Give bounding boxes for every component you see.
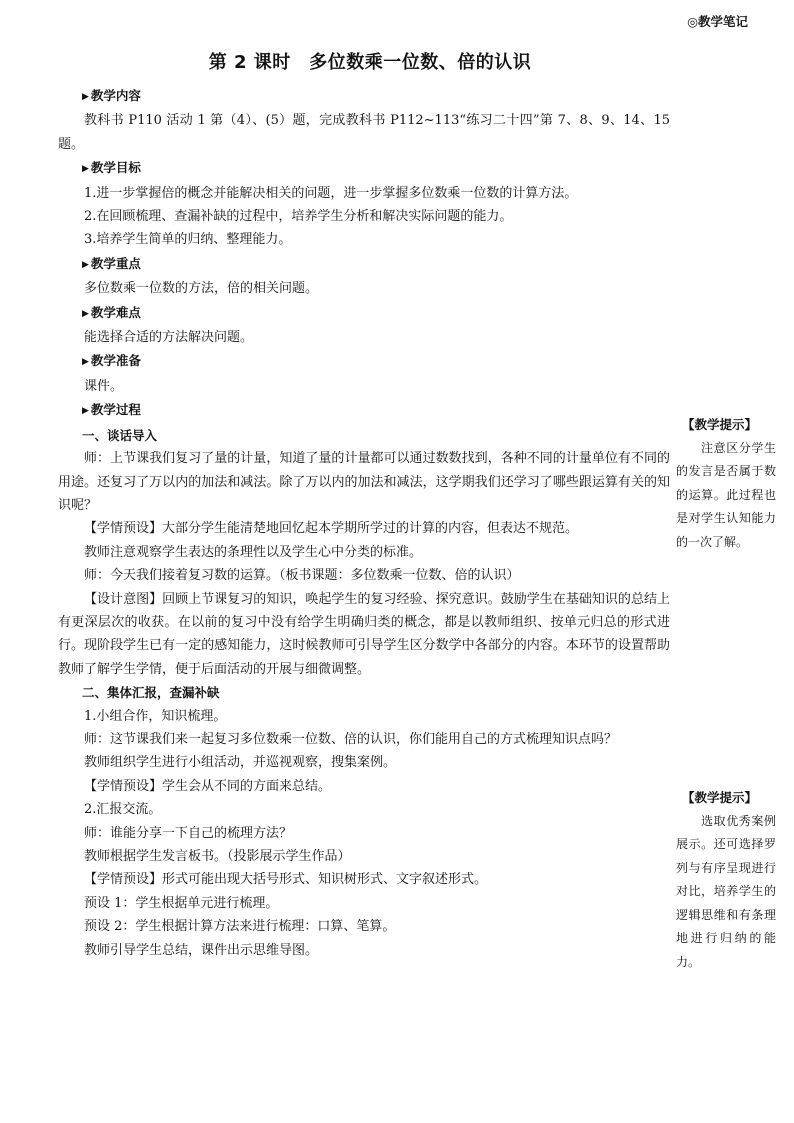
paragraph: 【学情预设】学生会从不同的方面来总结。 [84,778,332,794]
paragraph: 教师根据学生发言板书。（投影展示学生作品） [84,849,351,864]
paragraph: 1.小组合作，知识梳理。 [84,708,227,724]
tip-heading: 【教学提示】 [682,790,758,805]
teaching-tip-2 [676,786,776,974]
triangle-bullet-icon: ▶ [82,406,89,417]
tip-text: 选取优秀案例展示。还可选择罗列与有序呈现进行对比，培养学生的逻辑思维和有条理地进行归纳的能力。 [676,813,776,969]
triangle-bullet-icon: ▶ [82,164,89,175]
section-heading-difficulty: ▶ 教学难点 [58,301,670,326]
prep-text: 课件。 [84,378,124,394]
paragraph: 师：今天我们接着复习数的运算。（板书课题：多位数乘一位数、倍的认识） [84,568,520,584]
paragraph: 教师组织学生进行小组活动，并巡视观察，搜集案例。 [84,755,397,771]
teaching-notes-label: ◎教学笔记 [687,14,748,29]
triangle-bullet-icon: ▶ [82,259,89,270]
lesson-body [58,84,670,962]
section-heading-prep: ▶ 教学准备 [58,349,670,374]
lesson-title: 第 2 课时 多位数乘一位数、倍的认识 [208,52,532,73]
content-text: 教科书 P110 活动 1 第（4）、(5）题，完成教科书 P112~113“练习二十四”第 7、8、9、14、15 题。 [58,113,670,152]
difficulty-text: 能选择合适的方法解决问题。 [84,330,254,346]
paragraph: 教师引导学生总结，课件出示思维导图。 [84,942,319,958]
goal-item: 3.培养学生简单的归纳、整理能力。 [84,232,292,248]
section-heading-process: ▶ 教学过程 [58,398,670,423]
triangle-bullet-icon: ▶ [82,92,89,102]
triangle-bullet-icon: ▶ [82,308,89,319]
paragraph: 【学情预设】形式可能出现大括号形式、知识树形式、文字叙述形式。 [84,872,488,888]
paragraph: 师：上节课我们复习了量的计量，知道了量的计量都可以通过数数找到，各种不同的计量单位有不同的用途。还复习了万以内的加法和减法。除了万以内的加法和减法，这学期我们还学习了哪些跟运算有关的知识呢？ [58,451,670,513]
tip-heading: 【教学提示】 [682,417,758,432]
paragraph: 预设 1：学生根据单元进行梳理。 [84,895,279,911]
goal-item: 1.进一步掌握倍的概念并能解决相关的问题，进一步掌握多位数乘一位数的计算方法。 [84,185,578,201]
paragraph: 师：这节课我们来一起复习多位数乘一位数、倍的认识，你们能用自己的方式梳理知识点吗？ [84,731,618,747]
teaching-tip-1 [676,413,776,554]
part1-heading: 一、谈话导入 [82,427,158,443]
part2-heading: 二、集体汇报，查漏补缺 [82,685,220,701]
tip-text: 注意区分学生的发言是否属于数的运算。此过程也是对学生认知能力的一次了解。 [676,440,776,549]
section-heading-key: ▶ 教学重点 [58,252,670,277]
paragraph: 【学情预设】大部分学生能清楚地回忆起本学期所学过的计算的内容，但表达不规范。 [84,521,579,537]
paragraph: 【设计意图】回顾上节课复习的知识，唤起学生的复习经验、探究意识。鼓励学生在基础知识的总结上有更深层次的收获。在以前的复习中没有给学生明确归类的概念，都是以教师组织、按单元归总的形式进行。现阶段学生已有一定的感知能力，这时候教师可引导学生区分数学中各部分的内容。本环节的设置帮助教师了解学生学情，便于后面活动的开展与细微调整。 [58,591,670,677]
triangle-bullet-icon: ▶ [82,357,89,368]
paragraph: 2.汇报交流。 [84,802,162,818]
section-heading-goals: ▶ 教学目标 [58,156,670,181]
key-text: 多位数乘一位数的方法，倍的相关问题。 [84,281,319,297]
goal-item: 2.在回顾梳理、查漏补缺的过程中，培养学生分析和解决实际问题的能力。 [84,209,513,225]
paragraph: 预设 2：学生根据计算方法来进行梳理：口算、笔算。 [84,919,396,935]
paragraph: 教师注意观察学生表达的条理性以及学生心中分类的标准。 [84,544,423,560]
section-heading-content: ▶ 教学内容 [58,84,670,109]
paragraph: 师：谁能分享一下自己的梳理方法？ [84,825,293,841]
